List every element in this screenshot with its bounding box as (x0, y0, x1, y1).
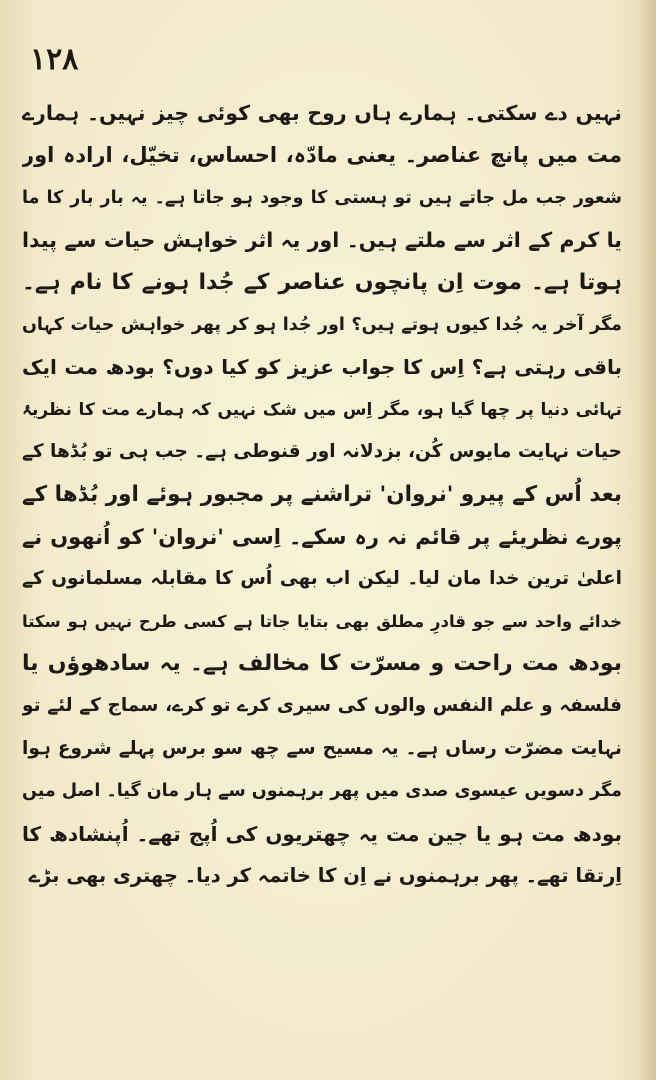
text-line: نہایت مضرّت رساں ہے۔ یہ مسیح سے چھ سو برس پہلے شروع ہوا (22, 737, 622, 759)
text-line: تہائی دنیا پر چھا گیا ہو، مگر اِس میں شک نہیں کہ ہمارے مت کا نظریۂ (22, 399, 622, 420)
page-edge-shadow (638, 0, 656, 1080)
body-text (22, 92, 622, 897)
text-line: حیات نہایت مایوس کُن، بزدلانہ اور قنوطی ہے۔ جب ہی تو بُڈھا کے (22, 441, 622, 463)
text-line: مگر آخر یہ جُدا کیوں ہوتے ہیں؟ اور جُدا ہو کر پھر خواہش حیات کہاں (22, 314, 622, 335)
text-line: مت میں پانچ عناصر۔ یعنی مادّہ، احساس، تخیّل، ارادہ اور (22, 143, 622, 168)
text-line: فلسفہ و علم النفس والوں کی سیری کرے تو کرے، سماج کے لئے تو (22, 695, 622, 717)
text-line: بعد اُس کے پیرو 'نروان' تراشنے پر مجبور ہوئے اور بُڈھا کے (22, 481, 622, 507)
text-line: خدائے واحد سے جو قادرِ مطلق بھی بتایا جاتا ہے کسی طرح نہیں ہو سکتا (22, 611, 622, 631)
text-line: یا کرم کے اثر سے ملتے ہیں۔ اور یہ اثر خواہش حیات سے پیدا (22, 228, 622, 253)
text-line: ہوتا ہے۔ موت اِن پانچوں عناصر کے جُدا ہونے کا نام ہے۔ (22, 269, 622, 295)
text-line: شعور جب مل جاتے ہیں تو ہستی کا وجود ہو جاتا ہے۔ یہ بار بار کا ما (22, 187, 622, 208)
text-line: نہیں دے سکتی۔ ہمارے ہاں روح بھی کوئی چیز نہیں۔ ہمارے (22, 101, 622, 125)
page-number: ۱۲۸ (30, 42, 79, 77)
text-line: پورے نظریئے پر قائم نہ رہ سکے۔ اِسی 'نروان' کو اُنھوں نے (22, 524, 622, 549)
text-line: بودھ مت راحت و مسرّت کا مخالف ہے۔ یہ سادھوؤں یا (22, 651, 622, 677)
text-line: اعلیٰ ترین خدا مان لیا۔ لیکن اب بھی اُس کا مقابلہ مسلمانوں کے (22, 568, 622, 590)
text-line: مگر دسویں عیسوی صدی میں پھر برہمنوں سے ہار مان گیا۔ اصل میں (22, 781, 622, 802)
text-line: باقی رہتی ہے؟ اِس کا جواب عزیز کو کیا دوں؟ بودھ مت ایک (22, 355, 622, 380)
text-line: بودھ مت ہو یا جین مت یہ چھتریوں کی اُپج تھے۔ اُپنشادھ کا (22, 821, 622, 846)
text-line: اِرتقا تھے۔ پھر برہمنوں نے اِن کا خاتمہ کر دیا۔ چھتری بھی بڑے (28, 864, 622, 888)
